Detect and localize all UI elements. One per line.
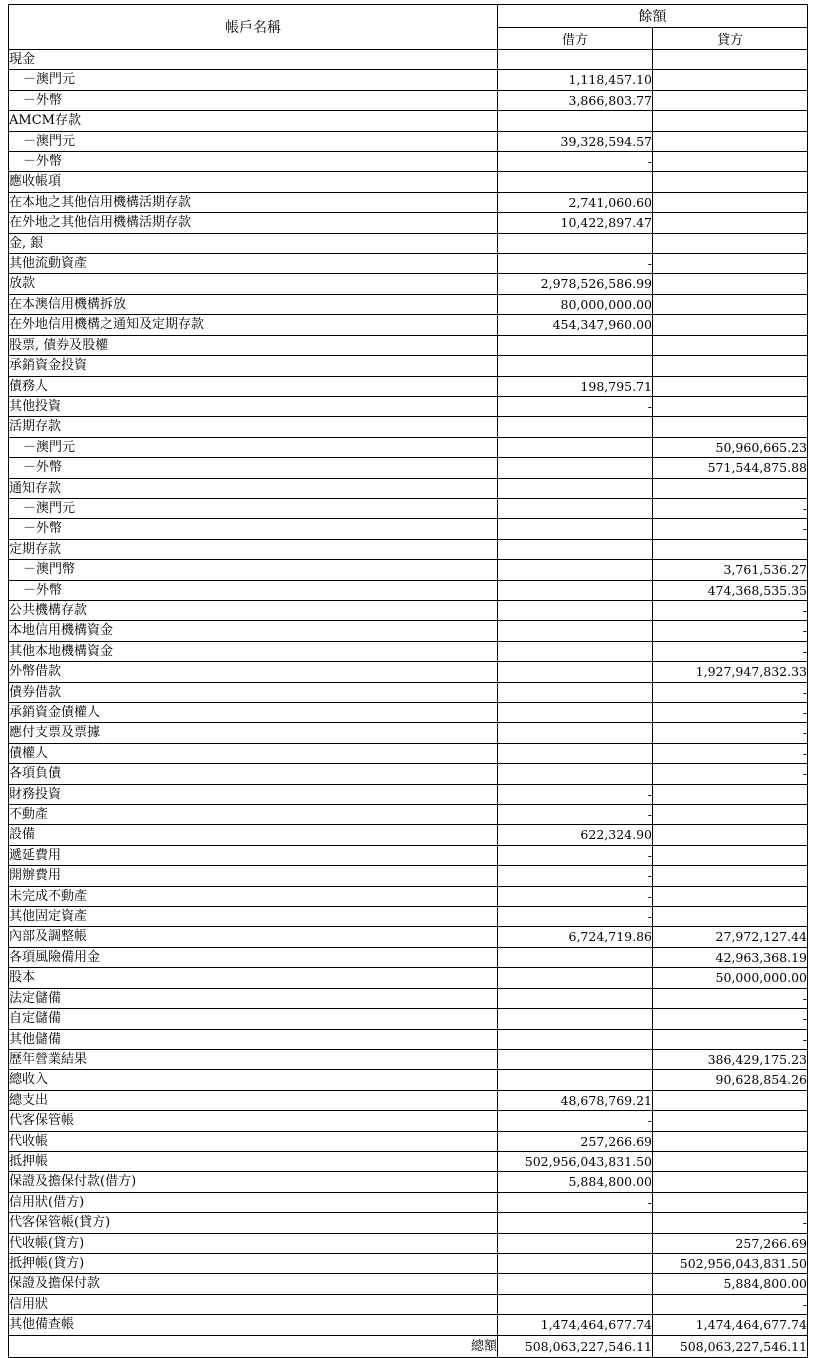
debit-cell	[498, 621, 653, 641]
account-name-cell: 活期存款	[9, 417, 498, 437]
credit-cell: 3,761,536.27	[653, 560, 808, 580]
account-name-cell: 放款	[9, 274, 498, 294]
debit-cell: 80,000,000.00	[498, 294, 653, 314]
credit-cell: -	[653, 723, 808, 743]
total-label: 總額	[9, 1335, 498, 1357]
debit-cell	[498, 498, 653, 518]
header-debit: 借方	[498, 27, 653, 50]
total-credit: 508,063,227,546.11	[653, 1335, 808, 1357]
table-row	[9, 1294, 808, 1314]
credit-cell	[653, 805, 808, 825]
account-name-cell: 法定儲備	[9, 988, 498, 1008]
debit-cell	[498, 703, 653, 723]
account-name-cell: 抵押帳	[9, 1151, 498, 1171]
table-row	[9, 621, 808, 641]
credit-cell	[653, 784, 808, 804]
account-name-cell: 在外地之其他信用機構活期存款	[9, 213, 498, 233]
table-row	[9, 458, 808, 478]
debit-cell: 257,266.69	[498, 1131, 653, 1151]
header-account-name: 帳戶名稱	[9, 5, 498, 50]
credit-cell: 1,474,464,677.74	[653, 1315, 808, 1335]
table-row	[9, 988, 808, 1008]
debit-cell: -	[498, 1192, 653, 1212]
debit-cell	[498, 172, 653, 192]
credit-cell	[653, 254, 808, 274]
table-header	[9, 5, 808, 50]
account-name-cell: 遞延費用	[9, 845, 498, 865]
table-row	[9, 825, 808, 845]
credit-cell: 50,960,665.23	[653, 437, 808, 457]
table-row	[9, 519, 808, 539]
debit-cell	[498, 723, 653, 743]
credit-cell: -	[653, 1029, 808, 1049]
credit-cell: -	[653, 519, 808, 539]
credit-cell	[653, 213, 808, 233]
table-row	[9, 294, 808, 314]
debit-cell	[498, 580, 653, 600]
table-row	[9, 1172, 808, 1192]
debit-cell	[498, 50, 653, 70]
account-name-cell: －澳門元	[9, 437, 498, 457]
credit-cell	[653, 539, 808, 559]
table-row	[9, 1131, 808, 1151]
table-row	[9, 152, 808, 172]
credit-cell: -	[653, 498, 808, 518]
debit-cell	[498, 1049, 653, 1069]
table-row	[9, 641, 808, 661]
credit-cell: -	[653, 1294, 808, 1314]
account-name-cell: －澳門元	[9, 70, 498, 90]
credit-cell	[653, 90, 808, 110]
account-name-cell: 承銷資金債權人	[9, 703, 498, 723]
table-row	[9, 1009, 808, 1029]
debit-cell	[498, 662, 653, 682]
debit-cell	[498, 1233, 653, 1253]
debit-cell: 39,328,594.57	[498, 131, 653, 151]
credit-cell: 571,544,875.88	[653, 458, 808, 478]
account-name-cell: 其他投資	[9, 396, 498, 416]
debit-cell: 502,956,043,831.50	[498, 1151, 653, 1171]
credit-cell: -	[653, 1213, 808, 1233]
account-name-cell: 保證及擔保付款	[9, 1274, 498, 1294]
account-name-cell: 在本地之其他信用機構活期存款	[9, 192, 498, 212]
debit-cell: -	[498, 1111, 653, 1131]
debit-cell: 622,324.90	[498, 825, 653, 845]
table-row	[9, 437, 808, 457]
table-row	[9, 172, 808, 192]
debit-cell: -	[498, 805, 653, 825]
account-name-cell: 股票, 債券及股權	[9, 335, 498, 355]
debit-cell: 198,795.71	[498, 376, 653, 396]
table-row	[9, 1111, 808, 1131]
debit-cell	[498, 682, 653, 702]
credit-cell	[653, 274, 808, 294]
table-row	[9, 600, 808, 620]
debit-cell: 5,884,800.00	[498, 1172, 653, 1192]
account-name-cell: 債券借款	[9, 682, 498, 702]
account-name-cell: 未完成不動產	[9, 886, 498, 906]
credit-cell	[653, 866, 808, 886]
account-name-cell: －澳門元	[9, 131, 498, 151]
table-row	[9, 539, 808, 559]
credit-cell: -	[653, 1009, 808, 1029]
table-row	[9, 396, 808, 416]
debit-cell	[498, 560, 653, 580]
debit-cell: 10,422,897.47	[498, 213, 653, 233]
account-name-cell: 其他本地機構資金	[9, 641, 498, 661]
debit-cell	[498, 1070, 653, 1090]
account-name-cell: 財務投資	[9, 784, 498, 804]
account-name-cell: 保證及擔保付款(借方)	[9, 1172, 498, 1192]
table-row	[9, 50, 808, 70]
account-name-cell: 各項負債	[9, 764, 498, 784]
account-name-cell: －外幣	[9, 458, 498, 478]
debit-cell: -	[498, 845, 653, 865]
table-row	[9, 764, 808, 784]
debit-cell	[498, 1274, 653, 1294]
account-name-cell: 代收帳	[9, 1131, 498, 1151]
table-row	[9, 703, 808, 723]
header-balance: 餘額	[498, 5, 808, 28]
balance-sheet-table	[8, 4, 808, 1358]
credit-cell	[653, 172, 808, 192]
credit-cell	[653, 886, 808, 906]
debit-cell	[498, 356, 653, 376]
table-row	[9, 1070, 808, 1090]
table-row	[9, 1253, 808, 1273]
credit-cell	[653, 70, 808, 90]
account-name-cell: 代客保管帳	[9, 1111, 498, 1131]
table-row	[9, 70, 808, 90]
account-name-cell: －外幣	[9, 580, 498, 600]
debit-cell	[498, 764, 653, 784]
table-row	[9, 947, 808, 967]
debit-cell	[498, 437, 653, 457]
credit-cell	[653, 315, 808, 335]
account-name-cell: －外幣	[9, 519, 498, 539]
table-row	[9, 356, 808, 376]
credit-cell: 257,266.69	[653, 1233, 808, 1253]
account-name-cell: 債權人	[9, 743, 498, 763]
credit-cell	[653, 50, 808, 70]
account-name-cell: 總收入	[9, 1070, 498, 1090]
header-credit: 貸方	[653, 27, 808, 50]
account-name-cell: 承銷資金投資	[9, 356, 498, 376]
table-row	[9, 1192, 808, 1212]
account-name-cell: AMCM存款	[9, 111, 498, 131]
credit-cell	[653, 1192, 808, 1212]
credit-cell: -	[653, 600, 808, 620]
table-row	[9, 111, 808, 131]
credit-cell: 1,927,947,832.33	[653, 662, 808, 682]
debit-cell	[498, 1029, 653, 1049]
account-name-cell: 通知存款	[9, 478, 498, 498]
account-name-cell: 信用狀(借方)	[9, 1192, 498, 1212]
account-name-cell: 現金	[9, 50, 498, 70]
table-row	[9, 1151, 808, 1171]
table-row	[9, 866, 808, 886]
credit-cell: 27,972,127.44	[653, 927, 808, 947]
debit-cell	[498, 458, 653, 478]
table-row	[9, 682, 808, 702]
debit-cell: 2,978,526,586.99	[498, 274, 653, 294]
table-row	[9, 192, 808, 212]
table-row	[9, 254, 808, 274]
account-name-cell: －外幣	[9, 152, 498, 172]
debit-cell: 2,741,060.60	[498, 192, 653, 212]
table-row	[9, 376, 808, 396]
account-name-cell: 本地信用機構資金	[9, 621, 498, 641]
table-row	[9, 805, 808, 825]
table-row	[9, 845, 808, 865]
table-row	[9, 927, 808, 947]
account-name-cell: 應付支票及票據	[9, 723, 498, 743]
credit-cell	[653, 335, 808, 355]
table-row	[9, 662, 808, 682]
account-name-cell: 開辦費用	[9, 866, 498, 886]
debit-cell	[498, 1253, 653, 1273]
credit-cell: 474,368,535.35	[653, 580, 808, 600]
credit-cell: -	[653, 703, 808, 723]
table-row	[9, 907, 808, 927]
credit-cell	[653, 294, 808, 314]
credit-cell: -	[653, 621, 808, 641]
credit-cell	[653, 907, 808, 927]
debit-cell	[498, 111, 653, 131]
credit-cell: -	[653, 988, 808, 1008]
credit-cell	[653, 356, 808, 376]
table-row	[9, 886, 808, 906]
table-row	[9, 580, 808, 600]
debit-cell: -	[498, 152, 653, 172]
table-row	[9, 784, 808, 804]
account-name-cell: 應收帳項	[9, 172, 498, 192]
credit-cell: 42,963,368.19	[653, 947, 808, 967]
account-name-cell: 金, 銀	[9, 233, 498, 253]
account-name-cell: 歷年營業結果	[9, 1049, 498, 1069]
table-row	[9, 213, 808, 233]
debit-cell: -	[498, 866, 653, 886]
debit-cell	[498, 641, 653, 661]
credit-cell: -	[653, 641, 808, 661]
table-row	[9, 1274, 808, 1294]
credit-cell	[653, 845, 808, 865]
debit-cell: -	[498, 886, 653, 906]
debit-cell	[498, 1294, 653, 1314]
debit-cell	[498, 335, 653, 355]
debit-cell: 3,866,803.77	[498, 90, 653, 110]
table-row	[9, 315, 808, 335]
credit-cell	[653, 396, 808, 416]
account-name-cell: 各項風險備用金	[9, 947, 498, 967]
credit-cell	[653, 111, 808, 131]
credit-cell: 90,628,854.26	[653, 1070, 808, 1090]
credit-cell	[653, 417, 808, 437]
debit-cell	[498, 600, 653, 620]
table-row	[9, 1090, 808, 1110]
account-name-cell: 抵押帳(貸方)	[9, 1253, 498, 1273]
account-name-cell: 在本澳信用機構拆放	[9, 294, 498, 314]
debit-cell: -	[498, 907, 653, 927]
table-row	[9, 560, 808, 580]
credit-cell	[653, 1090, 808, 1110]
debit-cell	[498, 519, 653, 539]
credit-cell	[653, 825, 808, 845]
credit-cell	[653, 192, 808, 212]
table-row	[9, 335, 808, 355]
table-row	[9, 478, 808, 498]
table-row	[9, 233, 808, 253]
account-name-cell: 股本	[9, 968, 498, 988]
credit-cell	[653, 376, 808, 396]
credit-cell	[653, 1151, 808, 1171]
credit-cell: -	[653, 743, 808, 763]
credit-cell: -	[653, 682, 808, 702]
credit-cell: 386,429,175.23	[653, 1049, 808, 1069]
table-row	[9, 274, 808, 294]
account-name-cell: 債務人	[9, 376, 498, 396]
account-name-cell: 內部及調整帳	[9, 927, 498, 947]
table-row	[9, 1049, 808, 1069]
table-row	[9, 1233, 808, 1253]
debit-cell: -	[498, 784, 653, 804]
table-footer	[9, 1335, 808, 1357]
debit-cell	[498, 743, 653, 763]
debit-cell: 48,678,769.21	[498, 1090, 653, 1110]
account-name-cell: 公共機構存款	[9, 600, 498, 620]
table-row	[9, 131, 808, 151]
table-row	[9, 968, 808, 988]
debit-cell	[498, 539, 653, 559]
account-name-cell: －澳門元	[9, 498, 498, 518]
total-debit: 508,063,227,546.11	[498, 1335, 653, 1357]
account-name-cell: 代客保管帳(貸方)	[9, 1213, 498, 1233]
debit-cell: 1,118,457.10	[498, 70, 653, 90]
table-row	[9, 723, 808, 743]
credit-cell	[653, 152, 808, 172]
account-name-cell: 不動產	[9, 805, 498, 825]
account-name-cell: 外幣借款	[9, 662, 498, 682]
debit-cell	[498, 947, 653, 967]
account-name-cell: 代收帳(貸方)	[9, 1233, 498, 1253]
table-row	[9, 1315, 808, 1335]
account-name-cell: 其他備查帳	[9, 1315, 498, 1335]
table-row	[9, 1029, 808, 1049]
debit-cell	[498, 988, 653, 1008]
account-name-cell: 信用狀	[9, 1294, 498, 1314]
debit-cell	[498, 1213, 653, 1233]
account-name-cell: －外幣	[9, 90, 498, 110]
debit-cell: 454,347,960.00	[498, 315, 653, 335]
debit-cell	[498, 417, 653, 437]
credit-cell: 502,956,043,831.50	[653, 1253, 808, 1273]
account-name-cell: 總支出	[9, 1090, 498, 1110]
debit-cell: -	[498, 254, 653, 274]
account-name-cell: 設備	[9, 825, 498, 845]
table-row	[9, 417, 808, 437]
debit-cell	[498, 968, 653, 988]
table-body	[9, 50, 808, 1336]
account-name-cell: 其他流動資產	[9, 254, 498, 274]
account-name-cell: 自定儲備	[9, 1009, 498, 1029]
debit-cell: 1,474,464,677.74	[498, 1315, 653, 1335]
account-name-cell: －澳門幣	[9, 560, 498, 580]
table-row	[9, 498, 808, 518]
account-name-cell: 定期存款	[9, 539, 498, 559]
credit-cell: 5,884,800.00	[653, 1274, 808, 1294]
credit-cell: 50,000,000.00	[653, 968, 808, 988]
table-row	[9, 743, 808, 763]
credit-cell	[653, 233, 808, 253]
table-row	[9, 90, 808, 110]
debit-cell	[498, 478, 653, 498]
credit-cell	[653, 1131, 808, 1151]
credit-cell	[653, 131, 808, 151]
account-name-cell: 其他固定資產	[9, 907, 498, 927]
table-row	[9, 1213, 808, 1233]
debit-cell: 6,724,719.86	[498, 927, 653, 947]
credit-cell: -	[653, 764, 808, 784]
credit-cell	[653, 1111, 808, 1131]
account-name-cell: 其他儲備	[9, 1029, 498, 1049]
debit-cell: -	[498, 396, 653, 416]
debit-cell	[498, 233, 653, 253]
credit-cell	[653, 1172, 808, 1192]
debit-cell	[498, 1009, 653, 1029]
credit-cell	[653, 478, 808, 498]
account-name-cell: 在外地信用機構之通知及定期存款	[9, 315, 498, 335]
